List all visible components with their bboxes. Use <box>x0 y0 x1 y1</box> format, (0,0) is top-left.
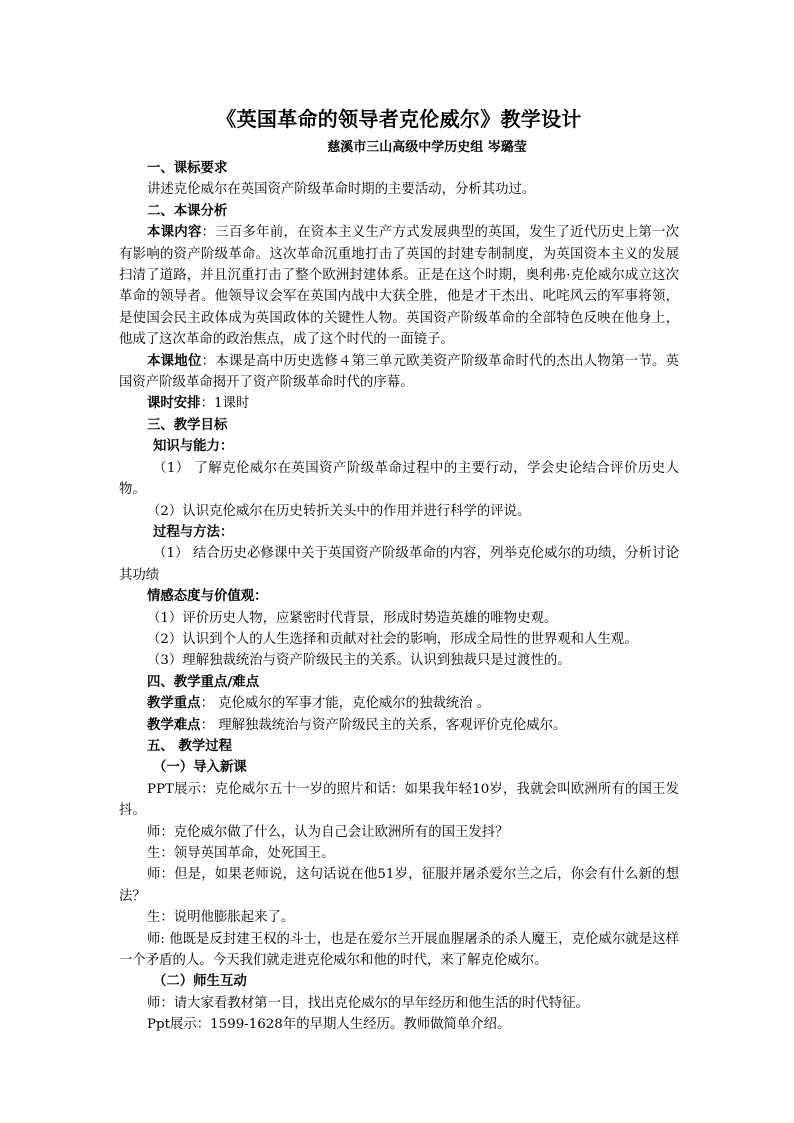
goal-knowledge-item-2: （2）认识克伦威尔在历史转折关头中的作用并进行科学的评说。 <box>147 503 531 519</box>
difficulty-paragraph <box>119 715 679 736</box>
process-intro-line: 生：领导英国革命，处死国王。 <box>147 846 335 861</box>
difficulty-text: ： 理解独裁统治与资产阶级民主的关系，客观评价克伦威尔。 <box>200 717 567 733</box>
key-point-text: ： 克伦威尔的军事才能，克伦威尔的独裁统治 。 <box>200 696 491 712</box>
goal-process-item-1: （1） 结合历史必修课中关于英国资产阶级革命的内容，列举克伦威尔的功绩，分析讨论其功绩 <box>119 546 679 583</box>
goal-values-item-1: （1）评价历史人物，应紧密时代背景，形成时势造英雄的唯物史观。 <box>147 610 558 626</box>
content-paragraph <box>119 222 679 350</box>
document-page <box>119 104 679 1036</box>
goal-values-item-3: （3）理解独裁统治与资产阶级民主的关系。认识到独裁只是过渡性的。 <box>147 653 571 669</box>
difficulty-label: 教学难点 <box>147 716 201 733</box>
standards-text: 讲述克伦威尔在英国资产阶级革命时期的主要活动，分析其功过。 <box>147 182 536 198</box>
content-text: ：三百多年前，在资本主义生产方式发展典型的英国，发生了近代历史上第一次有影响的资产阶级革命。这次革命沉重地打击了英国的封建专制制度，为英国资本主义的发展扫清了道路，并且沉重打击了整个欧洲封建体系。正是在这个时期，奥利弗·克伦威尔成立这次革命的领导者。他领导议会军在英国内战中大获全胜，他是才干杰出、叱咤风云的军事将领，是使国会民主政体成为英国政体的关键性人物。英国资产阶级革命的全部特色反映在他身上，他成了这次革命的政治焦点，成了这个时代的一面镜子。 <box>119 225 680 348</box>
section-heading-analysis: 二、本课分析 <box>147 202 228 219</box>
document-title: 《英国革命的领导者克伦威尔》教学设计 <box>216 107 582 131</box>
process-intro-line: PPT展示：克伦威尔五十一岁的照片和话：如果我年轻10岁，我就会叫欧洲所有的国王发抖。 <box>119 781 679 819</box>
process-intro-heading: （一）导入新课 <box>153 759 247 776</box>
goal-process-label: 过程与方法： <box>153 523 234 540</box>
process-interaction-line: 师：请大家看教材第一目，找出克伦威尔的早年经历和他生活的时代特征。 <box>147 995 589 1011</box>
section-heading-goals: 三、教学目标 <box>147 416 228 433</box>
key-point-label: 教学重点 <box>147 695 201 712</box>
section-heading-standards: 一、课标要求 <box>147 160 228 176</box>
position-label: 本课地位 <box>147 352 202 369</box>
process-intro-line: 师：但是，如果老师说，这句话说在他51岁，征服并屠杀爱尔兰之后，你会有什么新的想法？ <box>119 867 679 904</box>
goal-knowledge-label: 知识与能力： <box>153 438 234 455</box>
content-label: 本课内容 <box>147 224 202 241</box>
goal-values-label: 情感态度与价值观： <box>147 588 268 605</box>
process-interaction-line: Ppt展示：1599-1628年的早期人生经历。教师做简单介绍。 <box>147 1017 511 1033</box>
goal-knowledge-item-1: （1） 了解克伦威尔在英国资产阶级革命过程中的主要行动，学会史论结合评价历史人物。 <box>119 460 679 498</box>
process-interaction-heading: （二）师生互动 <box>153 973 247 990</box>
key-point-paragraph <box>119 693 679 714</box>
process-intro-line: 师: 他既是反封建王权的斗士，也是在爱尔兰开展血腥屠杀的杀人魔王，克伦威尔就是这样一个矛盾的人。今天我们就走进克伦威尔和他的时代，来了解克伦威尔。 <box>119 931 679 969</box>
time-text: ：1课时 <box>200 396 250 412</box>
section-heading-key-points: 四、教学重点/难点 <box>147 673 260 690</box>
goal-values-item-2: （2）认识到个人的人生选择和贡献对社会的影响，形成全局性的世界观和人生观。 <box>147 631 638 647</box>
process-intro-line: 生：说明他膨胀起来了。 <box>147 910 295 926</box>
author-line: 慈溪市三山高级中学历史组 岑璐莹 <box>327 140 527 155</box>
process-intro-line: 师：克伦威尔做了什么，认为自己会让欧洲所有的国王发抖？ <box>147 824 509 840</box>
position-text: ：本课是高中历史选修４第三单元欧美资产阶级革命时代的杰出人物第一节。英国资产阶级革命揭开了资产阶级革命时代的序幕。 <box>119 353 680 391</box>
time-label: 课时安排 <box>147 395 201 412</box>
section-heading-process: 五、 教学过程 <box>147 737 233 754</box>
position-paragraph <box>119 351 679 394</box>
time-paragraph <box>119 393 679 414</box>
